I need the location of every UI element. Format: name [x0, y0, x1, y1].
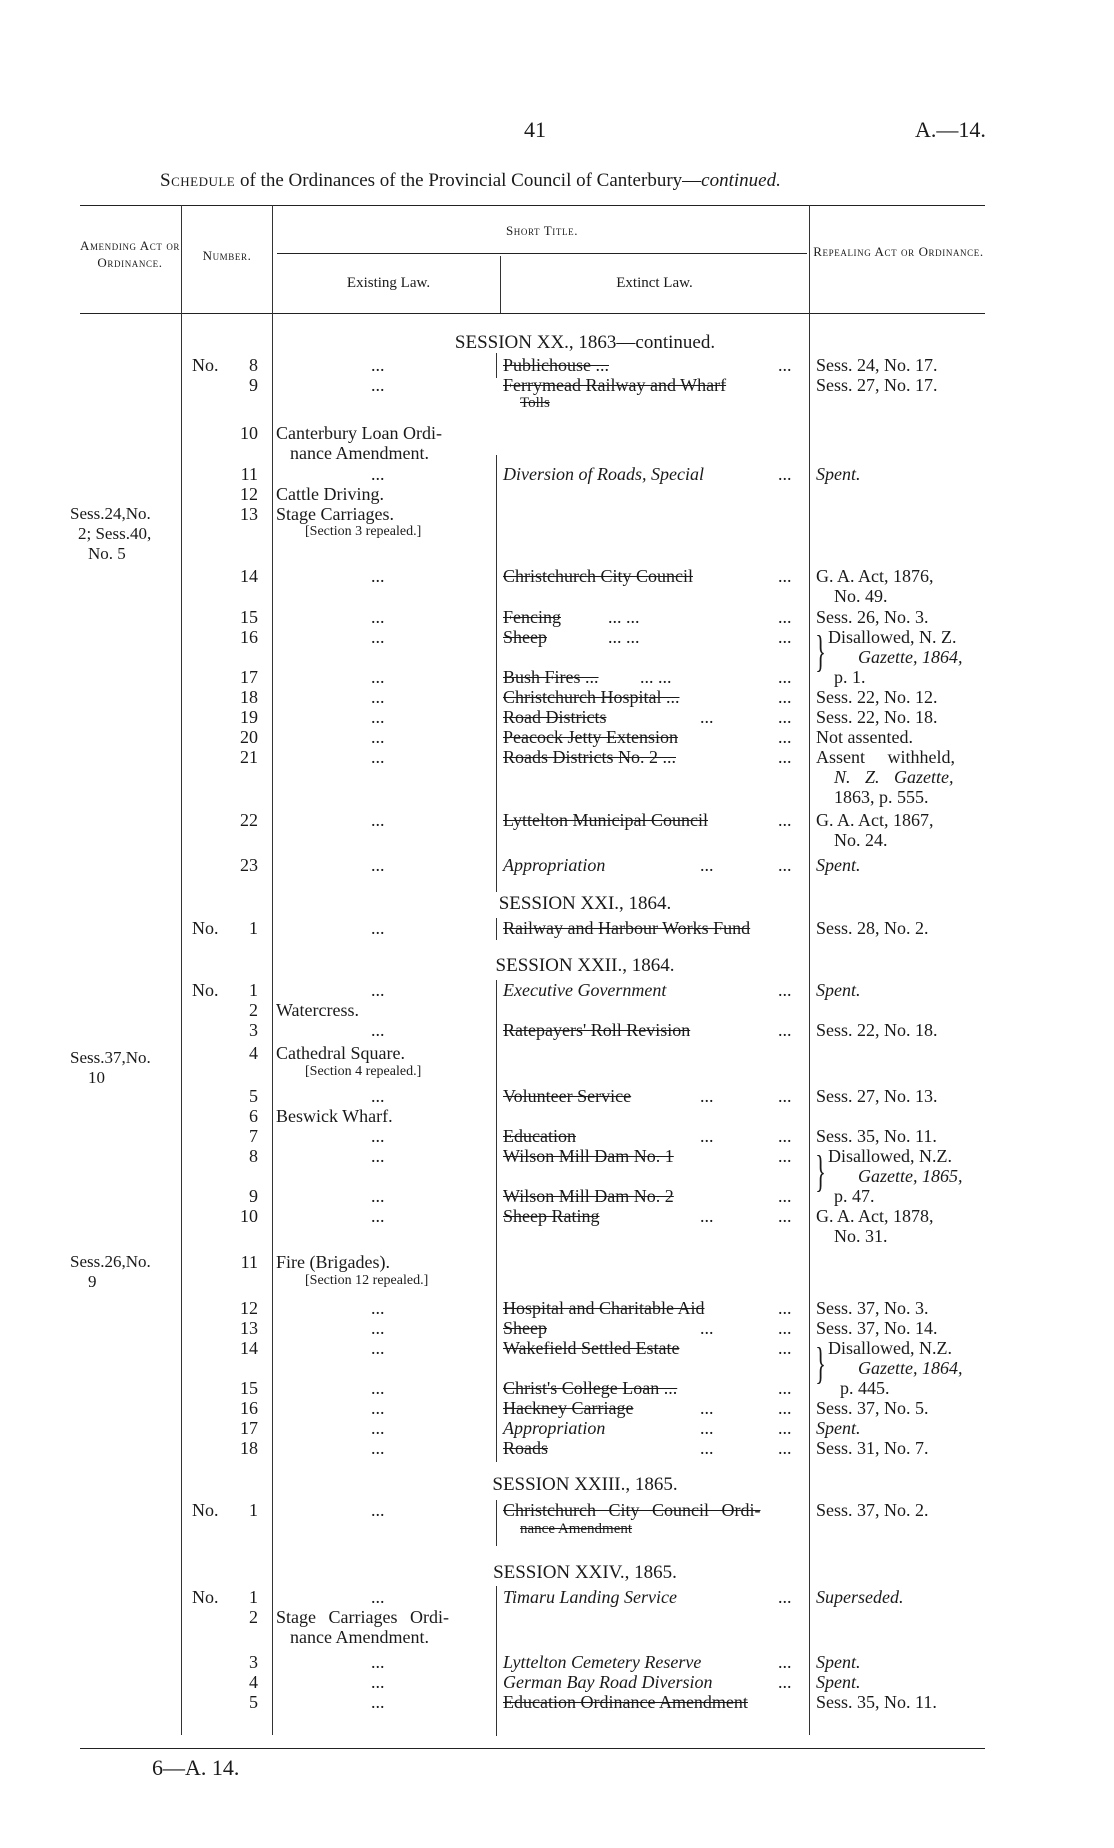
- repealing-note: Disallowed, N. Z.: [828, 627, 957, 647]
- table-row: 17 ... Bush Fires ... ... ... ...: [240, 667, 792, 687]
- table-row: No. 1 ... Executive Government ... Spent.: [192, 980, 861, 1000]
- table-row: 4 ... German Bay Road Diversion ... Spent.: [249, 1672, 861, 1692]
- existing-continuation: nance Amendment.: [290, 443, 429, 463]
- page-number: 41: [524, 117, 546, 142]
- brace: }: [815, 627, 826, 676]
- table-row: 6 Beswick Wharf.: [249, 1106, 393, 1126]
- table-row: 9 ... Ferrymead Railway and Wharf Sess. 27, No. 17.: [249, 375, 938, 395]
- session-heading: SESSION XXI., 1864.: [498, 893, 672, 914]
- repealing-continuation: N. Z. Gazette,: [834, 767, 954, 787]
- table-bottom-rule: [80, 1748, 985, 1749]
- table-row: 12 ... Hospital and Charitable Aid ... Sess. 37, No. 3.: [240, 1298, 929, 1318]
- repealing-continuation: Gazette, 1864,: [858, 647, 963, 667]
- table-row: 4 Cathedral Square.: [249, 1043, 405, 1063]
- title-schedule: Schedule: [160, 170, 236, 191]
- table-row: 17 ... Appropriation ... ... Spent.: [240, 1418, 861, 1438]
- session-heading: SESSION XXIV., 1865.: [493, 1562, 677, 1583]
- section-repealed-note: [Section 3 repealed.]: [305, 524, 422, 539]
- title-continued: continued.: [701, 170, 781, 191]
- table-row: 10 Canterbury Loan Ordi-: [240, 423, 442, 443]
- table-row: 9 ... Wilson Mill Dam No. 2 ...: [249, 1186, 792, 1206]
- table-row: 5 ... Volunteer Service ... ... Sess. 27, No. 13.: [249, 1086, 938, 1106]
- table-row: 13 ... Sheep ... ... Sess. 37, No. 14.: [240, 1318, 938, 1338]
- repealing-continuation: p. 47.: [834, 1186, 875, 1206]
- table-row: 12 Cattle Driving.: [240, 484, 384, 504]
- amending-entry: Sess.26,No. 9: [70, 1252, 151, 1291]
- table-row: 14 ... Wakefield Settled Estate ...: [240, 1338, 792, 1358]
- extinct-continuation: Tolls: [520, 395, 550, 411]
- document-reference: A.—14.: [915, 117, 986, 142]
- header-number: Number.: [202, 248, 252, 263]
- table-row: 5 ... Education Ordinance Amendment Sess. 35, No. 11.: [249, 1692, 937, 1712]
- table-row: 22 ... Lyttelton Municipal Council ... G. A. Act, 1867,: [240, 810, 934, 830]
- repealing-continuation: No. 24.: [834, 830, 888, 850]
- table-row: 18 ... Christchurch Hospital ... ... Sess. 22, No. 12.: [240, 687, 938, 707]
- session-heading: SESSION XX., 1863—continued.: [454, 332, 716, 353]
- repealing-continuation: No. 49.: [834, 586, 888, 606]
- table-row: 11 ... Diversion of Roads, Special ... Spent.: [240, 464, 861, 484]
- session-heading: SESSION XXII., 1864.: [495, 955, 675, 976]
- section-repealed-note: [Section 12 repealed.]: [305, 1273, 429, 1288]
- table-row: 19 ... Road Districts ... ... Sess. 22, No. 18.: [240, 707, 938, 727]
- header-bottom-rule: [80, 313, 985, 314]
- repealing-continuation: 1863, p. 555.: [834, 787, 929, 807]
- table-row: 18 ... Roads ... ... Sess. 31, No. 7.: [240, 1438, 929, 1458]
- table-row: 8 ... Wilson Mill Dam No. 1 ...: [249, 1146, 792, 1166]
- table-top-rule: [80, 205, 985, 206]
- table-row: 21 ... Roads Districts No. 2 ... ... Assent withheld,: [240, 747, 955, 767]
- repealing-note: Disallowed, N.Z.: [828, 1338, 952, 1358]
- table-row: 7 ... Education ... ... Sess. 35, No. 11.: [249, 1126, 937, 1146]
- header-extinct-law: Extinct Law.: [616, 275, 693, 291]
- table-row: 11 Fire (Brigades).: [240, 1252, 390, 1272]
- footer-signature: 6—A. 14.: [152, 1755, 240, 1780]
- existing-continuation: nance Amendment.: [290, 1627, 429, 1647]
- brace: }: [815, 1147, 826, 1196]
- header-short-title: Short Title.: [505, 223, 579, 238]
- repealing-note: Disallowed, N.Z.: [828, 1146, 952, 1166]
- table-row: No. 1 ... Christchurch City Council Ordi- Sess. 37, No. 2.: [192, 1500, 929, 1520]
- title-rest: of the Ordinances of the Provincial Council of Canterbury—: [235, 170, 702, 191]
- table-row: 20 ... Peacock Jetty Extension ... Not assented.: [240, 727, 913, 747]
- repealing-continuation: p. 445.: [840, 1378, 890, 1398]
- short-title-rule: [277, 253, 807, 254]
- table-row: 3 ... Ratepayers' Roll Revision ... Sess. 22, No. 18.: [249, 1020, 938, 1040]
- repealing-continuation: Gazette, 1864,: [858, 1358, 963, 1378]
- table-row: No. 1 ... Railway and Harbour Works Fund Sess. 28, No. 2.: [192, 918, 929, 938]
- table-row: 2 Watercress.: [249, 1000, 360, 1020]
- repealing-continuation: Gazette, 1865,: [858, 1166, 963, 1186]
- table-row: 16 ... Hackney Carriage ... ... Sess. 37, No. 5.: [240, 1398, 929, 1418]
- brace: }: [815, 1339, 826, 1388]
- header-existing-law: Existing Law.: [346, 275, 431, 291]
- table-row: 16 ... Sheep ... ... ...: [240, 627, 792, 647]
- table-row: 10 ... Sheep Rating ... ... G. A. Act, 1878,: [240, 1206, 934, 1226]
- header-amending: Amending Act or Ordinance.: [79, 238, 181, 270]
- table-row: 13 Stage Carriages.: [240, 504, 394, 524]
- table-row: No. 8 ... Publichouse ... ... Sess. 24, No. 17.: [192, 355, 938, 375]
- table-row: No. 1 ... Timaru Landing Service ... Superseded.: [192, 1587, 904, 1607]
- table-row: 15 ... Fencing ... ... ... Sess. 26, No. 3.: [240, 607, 929, 627]
- header-repealing: Repealing Act or Ordinance.: [813, 244, 984, 259]
- table-row: 3 ... Lyttelton Cemetery Reserve ... Spent.: [249, 1652, 861, 1672]
- page-title: [160, 170, 781, 192]
- repealing-continuation: p. 1.: [834, 667, 866, 687]
- section-repealed-note: [Section 4 repealed.]: [305, 1064, 422, 1079]
- column-rule-existing-header: [500, 256, 501, 313]
- table-row: 15 ... Christ's College Loan ... ...: [240, 1378, 792, 1398]
- repealing-continuation: No. 31.: [834, 1226, 888, 1246]
- extinct-continuation: nance Amendment: [520, 1521, 633, 1537]
- table-row: 23 ... Appropriation ... ... Spent.: [240, 855, 861, 875]
- amending-entry: Sess.24,No. 2; Sess.40, No. 5: [70, 504, 152, 563]
- table-row: 14 ... Christchurch City Council ... G. A. Act, 1876,: [240, 566, 934, 586]
- amending-entry: Sess.37,No. 10: [70, 1048, 151, 1087]
- session-heading: SESSION XXIII., 1865.: [492, 1474, 678, 1495]
- table-row: 2 Stage Carriages Ordi-: [249, 1607, 449, 1627]
